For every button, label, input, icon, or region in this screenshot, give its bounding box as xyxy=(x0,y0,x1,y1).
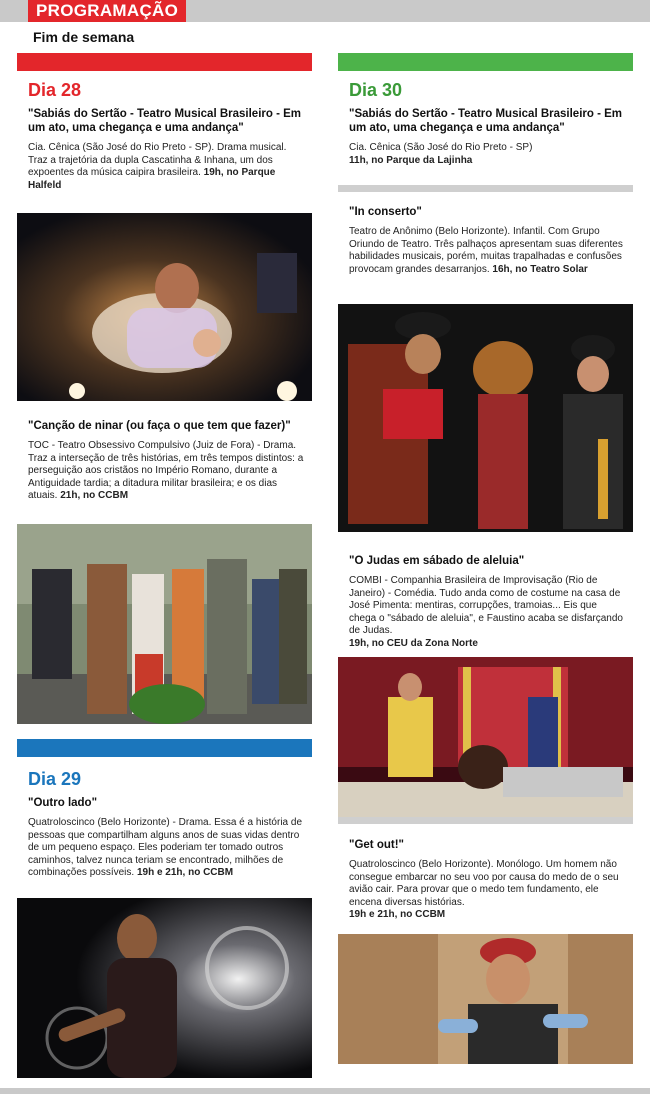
photo-in-conserto xyxy=(338,304,633,532)
event-title: "Canção de ninar (ou faça o que tem que fazer)" xyxy=(28,420,291,432)
event-time-place: 19h, no CEU da Zona Norte xyxy=(349,637,478,649)
event-description: TOC - Teatro Obsessivo Compulsivo (Juiz de Fora) - Drama. Traz a interseção de três histórias, em três tempos distintos: a perseguição aos cristãos no Império Romano, durante a Antiguidade tardia; a ditadura militar brasileira; e os dias atuais. 21h, no CCBM xyxy=(28,440,304,502)
event-cancao-de-ninar xyxy=(17,401,312,521)
bottom-bar xyxy=(0,1088,650,1094)
right-column xyxy=(338,53,633,1064)
event-title: "In conserto" xyxy=(349,206,422,218)
event-title: "Sabiás do Sertão - Teatro Musical Brasileiro - Em um ato, uma chegança e uma andança" xyxy=(28,108,302,134)
event-title: "Sabiás do Sertão - Teatro Musical Brasileiro - Em um ato, uma chegança e uma andança" xyxy=(349,108,623,134)
page-subtitle: Fim de semana xyxy=(33,29,135,45)
event-description: Cia. Cênica (São José do Rio Preto - SP). Drama musical. Traz a trajetória da dupla Cascatinha & Inhana, um dos expoentes da música caipira brasileira. 19h, no Parque Halfeld xyxy=(28,142,287,191)
event-judas xyxy=(338,532,633,657)
day-28-heading: Dia 28 xyxy=(28,80,82,100)
event-time-place: 21h, no CCBM xyxy=(60,490,129,502)
day-30-bar xyxy=(338,53,633,71)
event-in-conserto xyxy=(338,192,633,304)
day-30-heading: Dia 30 xyxy=(349,80,403,100)
day-28-bar xyxy=(17,53,312,71)
separator xyxy=(338,185,633,192)
event-description: Quatroloscinco (Belo Horizonte). Monólogo. Um homem não consegue embarcar no seu voo por causa do medo de o seu avião cair. Para provar que o medo tem fundamento, ele encena diversas histórias. 19h e 21h, no CCBM xyxy=(349,859,619,921)
event-time-place: 19h, no Parque Halfeld xyxy=(28,167,276,191)
photo-cancao-de-ninar xyxy=(17,524,312,724)
event-time-place: 11h, no Parque da Lajinha xyxy=(349,154,473,166)
event-sabias-28 xyxy=(17,107,312,217)
event-time-place: 19h e 21h, no CCBM xyxy=(136,867,234,879)
photo-judas xyxy=(338,657,633,817)
event-title: "O Judas em sábado de aleluia" xyxy=(349,555,525,567)
event-description: Quatroloscinco (Belo Horizonte) - Drama. Essa é a história de pessoas que compartilham alguns anos de suas vidas dentro de um pequeno espaço. Eles poderiam ter tomado outros caminhos, talvez nunca teriam se encontrado, milhões de combinações possíveis. 19h e 21h, no CCBM xyxy=(28,817,303,879)
event-outro-lado xyxy=(17,796,312,896)
photo-outro-lado xyxy=(17,898,312,1078)
left-column xyxy=(17,53,312,1078)
event-time-place: 19h e 21h, no CCBM xyxy=(349,909,446,921)
event-description: COMBI - Companhia Brasileira de Improvisação (Rio de Janeiro) - Comédia. Tudo anda como de costume na casa de José Pimenta: mentiras, corrupções, tramoias... Eis que chega o "sábado de aleluia", e Faustino acaba se disfarçando de Judas. 19h, no CEU da Zona Norte xyxy=(349,575,623,649)
day-29-heading: Dia 29 xyxy=(28,769,82,789)
event-title: "Outro lado" xyxy=(28,797,98,809)
event-sabias-30 xyxy=(338,107,633,185)
photo-sabias-do-sertao xyxy=(17,213,312,401)
photo-get-out xyxy=(338,934,633,1064)
event-get-out xyxy=(338,824,633,934)
event-description: Cia. Cênica (São José do Rio Preto - SP) 11h, no Parque da Lajinha xyxy=(349,142,533,166)
day-29-bar xyxy=(17,739,312,757)
event-title: "Get out!" xyxy=(349,839,404,851)
separator xyxy=(338,817,633,824)
section-tag: PROGRAMAÇÃO xyxy=(28,0,186,22)
event-time-place: 16h, no Teatro Solar xyxy=(492,263,588,275)
event-description: Teatro de Anônimo (Belo Horizonte). Infantil. Com Grupo Oriundo de Teatro. Três palhaços apresentam suas diferentes habilidades musicais, porém, muitas trapalhadas e confusões provocam grandes desarranjos. 16h, no Teatro Solar xyxy=(349,226,623,275)
